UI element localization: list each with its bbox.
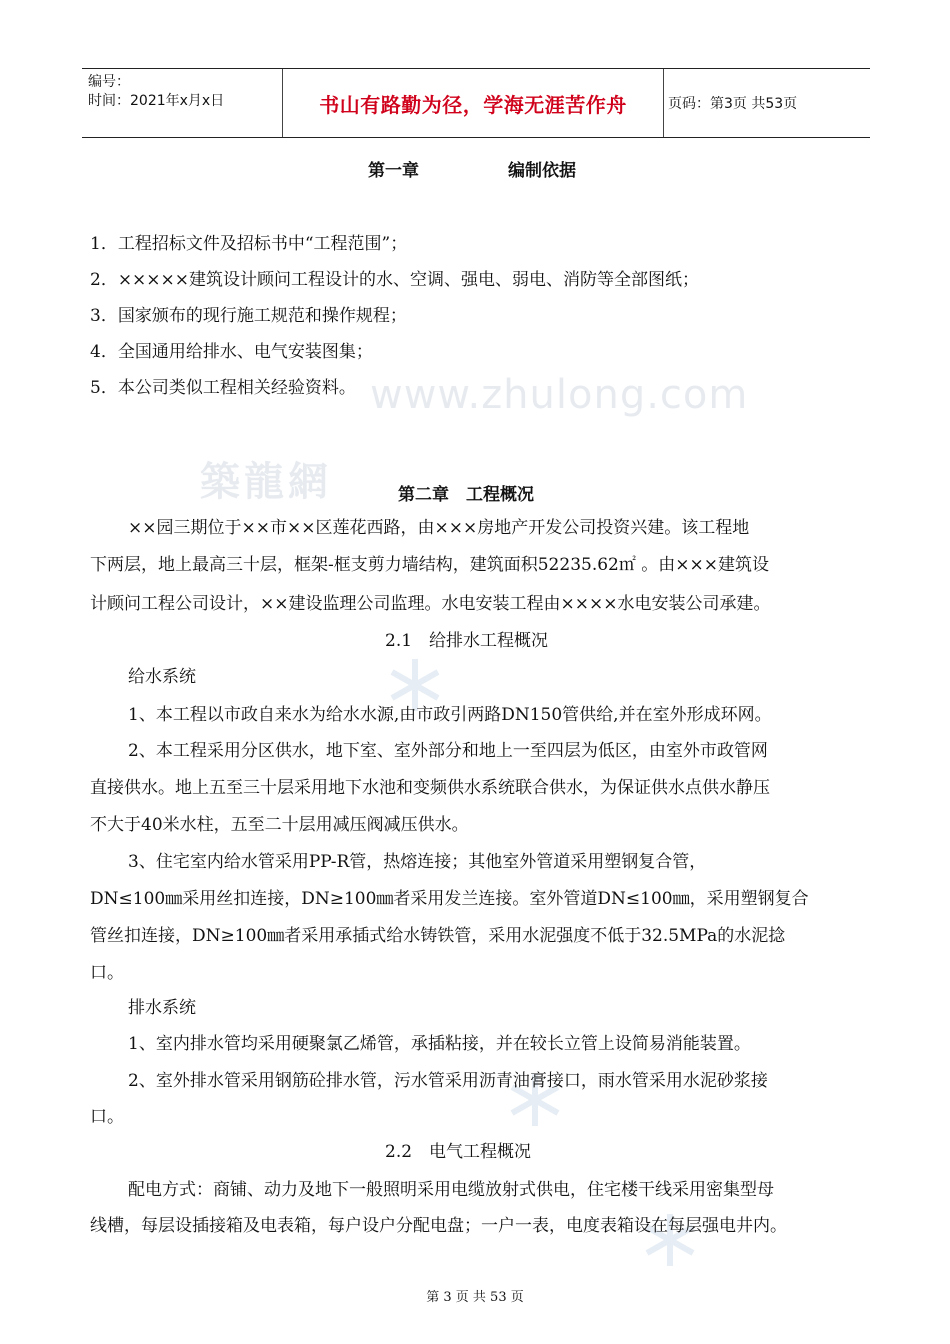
list-item: 5．本公司类似工程相关经验资料。 <box>90 378 356 398</box>
paragraph-line: 口。 <box>90 963 124 983</box>
list-item: 2．×××××建筑设计顾问工程设计的水、空调、强电、弱电、消防等全部图纸； <box>90 270 700 290</box>
chapter1-title-text: 编制依据 <box>508 161 576 181</box>
watermark-logo-text: 築龍網 <box>200 459 332 505</box>
paragraph-line: 不大于40米水柱，五至二十层用减压阀减压供水。 <box>90 815 469 835</box>
paragraph-line: 1、本工程以市政自来水为给水水源,由市政引两路DN150管供给,并在室外形成环网。 <box>128 705 772 725</box>
section-2-1-title: 2.1 给排水工程概况 <box>385 631 549 651</box>
page-header <box>82 68 870 138</box>
header-meta <box>82 69 282 137</box>
paragraph-line: 线槽，每层设插接箱及电表箱，每户设户分配电盘；一户一表，电度表箱设在每层强电井内。 <box>90 1216 787 1236</box>
header-time: 时间：2021年x月x日 <box>88 93 225 109</box>
header-number: 编号： <box>88 74 130 90</box>
paragraph-line: 2、本工程采用分区供水，地下室、室外部分和地上一至四层为低区，由室外市政管网 <box>128 741 768 761</box>
paragraph-line: DN≤100㎜采用丝扣连接，DN≥100㎜者采用发兰连接。室外管道DN≤100㎜，采用塑钢复合 <box>90 889 809 909</box>
chapter2-title: 第二章 工程概况 <box>398 485 534 505</box>
water-supply-heading: 给水系统 <box>128 667 196 687</box>
page-footer: 第 3 页 共 53 页 <box>426 1290 524 1305</box>
header-page: 页码：第3页 共53页 <box>668 96 798 112</box>
paragraph-line: 2、室外排水管采用钢筋砼排水管，污水管采用沥青油膏接口，雨水管采用水泥砂浆接 <box>128 1071 768 1091</box>
drainage-heading: 排水系统 <box>128 998 196 1018</box>
chapter1-title-number: 第一章 <box>368 161 419 181</box>
list-item: 1．工程招标文件及招标书中“工程范围”； <box>90 234 408 254</box>
paragraph-line: 3、住宅室内给水管采用PP-R管，热熔连接；其他室外管道采用塑钢复合管， <box>128 852 707 872</box>
overview-line: ××园三期位于××市××区莲花西路，由×××房地产开发公司投资兴建。该工程地 <box>128 518 750 538</box>
header-motto: 书山有路勤为径，学海无涯苦作舟 <box>282 69 664 137</box>
list-item: 4．全国通用给排水、电气安装图集； <box>90 342 373 362</box>
paragraph-line: 管丝扣连接，DN≥100㎜者采用承插式给水铸铁管，采用水泥强度不低于32.5MPa的水泥捻 <box>90 926 786 946</box>
overview-line: 计顾问工程公司设计，××建设监理公司监理。水电安装工程由××××水电安装公司承建。 <box>90 594 771 614</box>
overview-line: 下两层，地上最高三十层，框架-框支剪力墙结构，建筑面积52235.62㎡ 。由×××建筑设 <box>90 555 769 575</box>
section-2-2-title: 2.2 电气工程概况 <box>385 1142 532 1162</box>
list-item: 3．国家颁布的现行施工规范和操作规程； <box>90 306 407 326</box>
paragraph-line: 口。 <box>90 1107 124 1127</box>
paragraph-line: 直接供水。地上五至三十层采用地下水池和变频供水系统联合供水，为保证供水点供水静压 <box>90 778 770 798</box>
paragraph-line: 配电方式：商铺、动力及地下一般照明采用电缆放射式供电，住宅楼干线采用密集型母 <box>128 1180 774 1200</box>
watermark-url: www.zhulong.com <box>370 372 749 418</box>
paragraph-line: 1、室内排水管均采用硬聚氯乙烯管，承插粘接，并在较长立管上设简易消能装置。 <box>128 1034 751 1054</box>
